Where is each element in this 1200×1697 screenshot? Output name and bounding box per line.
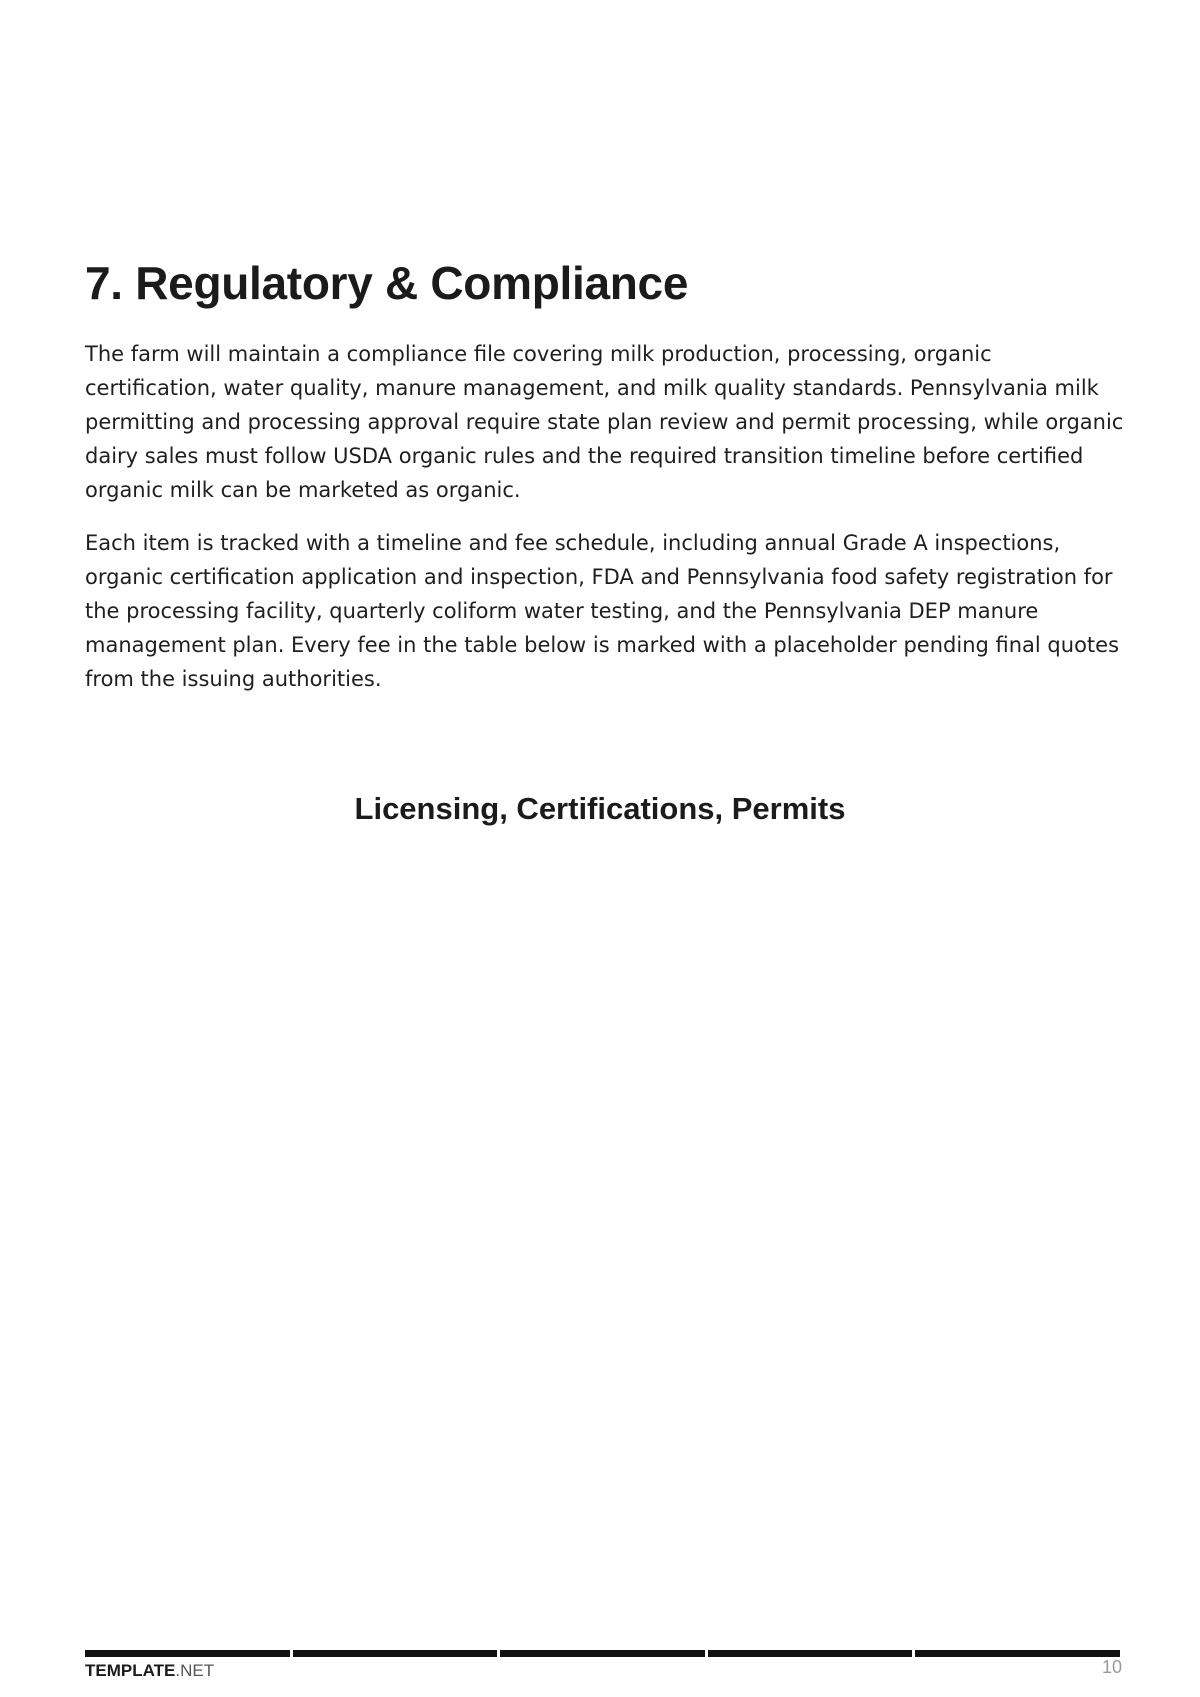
body-paragraph-compliance-file: The farm will maintain a compliance file covering milk production, processing, organic certification, water quality, manure management, and milk quality standards. Pennsylvania milk permitting and processing approval require state plan review and permit processing, while organic dairy sales must follow USDA organic rules and the required transition timeline before certified organic milk can be marketed as organic.: [85, 342, 1124, 502]
footer-divider-segment: [708, 1650, 913, 1657]
body-paragraph-tracking: Each item is tracked with a timeline and fee schedule, including annual Grade A inspections, organic certification application and inspection, FDA and Pennsylvania food safety registration for the processing facility, quarterly coliform water testing, and the Pennsylvania DEP manure management plan. Every fee in the table below is marked with a placeholder pending final quotes from the issuing authorities.: [85, 531, 1120, 691]
table-subheading: Licensing, Certifications, Permits: [354, 791, 846, 826]
footer-divider-segment: [293, 1650, 498, 1657]
page-number: 10: [1101, 1657, 1122, 1677]
section-title: 7. Regulatory & Compliance: [85, 257, 689, 309]
footer-brand-suffix: .NET: [175, 1661, 215, 1680]
footer-divider-segment: [915, 1650, 1120, 1657]
footer-divider-segment: [500, 1650, 705, 1657]
footer-divider-segment: [85, 1650, 290, 1657]
footer-brand-name: TEMPLATE: [85, 1661, 176, 1680]
footer-divider-bar: [85, 1650, 1120, 1657]
footer-brand-logo: [85, 1660, 214, 1682]
